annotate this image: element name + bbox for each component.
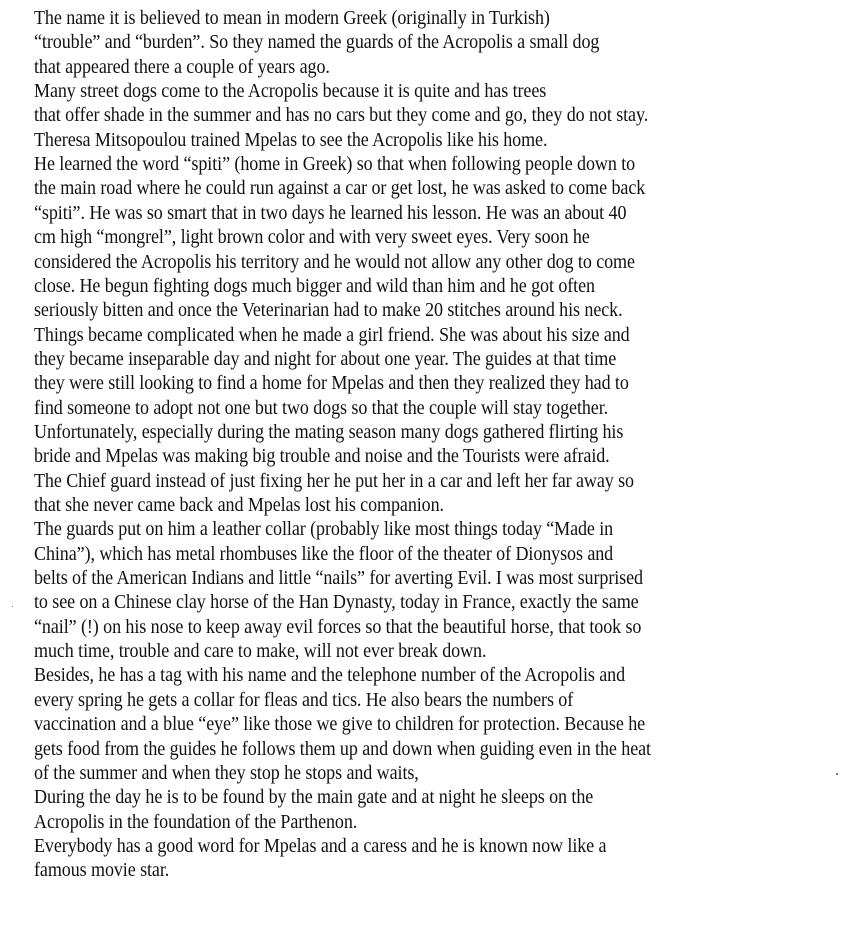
text-line: Besides, he has a tag with his name and the telephone number of the Acropolis and <box>34 664 626 686</box>
text-line: “spiti”. He was so smart that in two days he learned his lesson. He was an about 40 <box>34 202 627 224</box>
text-line: “nail” (!) on his nose to keep away evil forces so that the beautiful horse, that took so <box>34 616 642 638</box>
text-line: Unfortunately, especially during the mating season many dogs gathered flirting his <box>34 421 624 443</box>
scan-speck <box>836 773 838 775</box>
text-line: “trouble” and “burden”. So they named the guards of the Acropolis a small dog <box>34 31 600 53</box>
text-line: that appeared there a couple of years ago. <box>34 56 330 78</box>
text-line: cm high “mongrel”, light brown color and with very sweet eyes. Very soon he <box>34 226 590 248</box>
text-line: China”), which has metal rhombuses like the floor of the theater of Dionysos and <box>34 543 614 565</box>
text-line: bride and Mpelas was making big trouble and noise and the Tourists were afraid. <box>34 445 610 467</box>
text-line: The guards put on him a leather collar (probably like most things today “Made in <box>34 518 614 540</box>
text-line: close. He begun fighting dogs much bigger and wild than him and he got often <box>34 275 595 297</box>
text-line: Everybody has a good word for Mpelas and a caress and he is known now like a <box>34 835 607 857</box>
text-line: the main road where he could run against a car or get lost, he was asked to come back <box>34 177 646 199</box>
text-line: During the day he is to be found by the main gate and at night he sleeps on the <box>34 786 594 808</box>
text-line: considered the Acropolis his territory and he would not allow any other dog to come <box>34 251 635 273</box>
text-line: Theresa Mitsopoulou trained Mpelas to see the Acropolis like his home. <box>34 129 548 151</box>
text-line: they became inseparable day and night for about one year. The guides at that time <box>34 348 617 370</box>
text-line: Many street dogs come to the Acropolis because it is quite and has trees <box>34 80 547 102</box>
text-line: find someone to adopt not one but two dogs so that the couple will stay together. <box>34 397 609 419</box>
text-line: The name it is believed to mean in modern Greek (originally in Turkish) <box>34 7 550 29</box>
text-line: much time, trouble and care to make, will not ever break down. <box>34 640 487 662</box>
text-line: every spring he gets a collar for fleas and tics. He also bears the numbers of <box>34 689 574 711</box>
text-line: they were still looking to find a home for Mpelas and then they realized they had to <box>34 372 629 394</box>
text-line: Acropolis in the foundation of the Parthenon. <box>34 811 358 833</box>
text-line: He learned the word “spiti” (home in Greek) so that when following people down to <box>34 153 636 175</box>
text-line: The Chief guard instead of just fixing her he put her in a car and left her far away so <box>34 470 634 492</box>
text-line: vaccination and a blue “eye” like those we give to children for protection. Because he <box>34 713 646 735</box>
text-line: belts of the American Indians and little “nails” for averting Evil. I was most surprised <box>34 567 643 589</box>
text-line: that offer shade in the summer and has no cars but they come and go, they do not stay. <box>34 104 649 126</box>
text-line: famous movie star. <box>34 859 170 881</box>
text-line: seriously bitten and once the Veterinarian had to make 20 stitches around his neck. <box>34 299 623 321</box>
scan-speck <box>12 606 13 607</box>
text-line: gets food from the guides he follows them up and down when guiding even in the heat <box>34 738 651 760</box>
text-line: Things became complicated when he made a girl friend. She was about his size and <box>34 324 630 346</box>
text-line: to see on a Chinese clay horse of the Han Dynasty, today in France, exactly the same <box>34 591 639 613</box>
text-line: of the summer and when they stop he stops and waits, <box>34 762 419 784</box>
text-line: that she never came back and Mpelas lost his companion. <box>34 494 444 516</box>
